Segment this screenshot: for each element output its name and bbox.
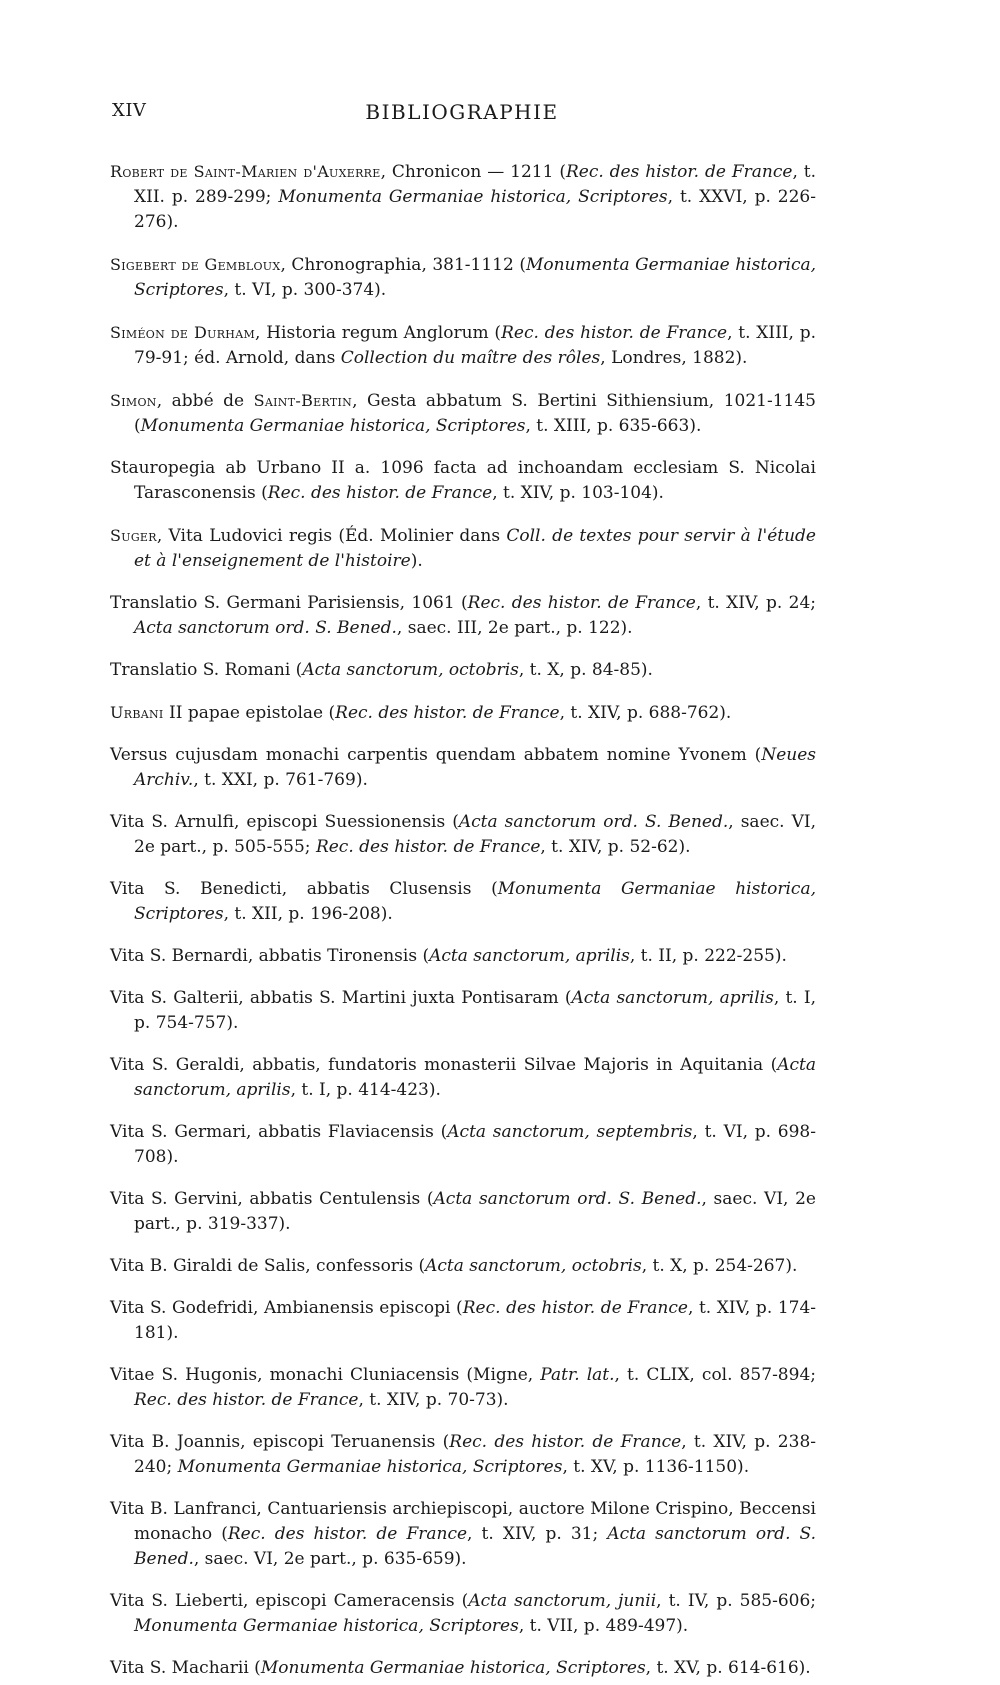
entry-citation-title: Coll. de textes pour servir à l'étude et à l'enseignement de l'histoire xyxy=(134,526,816,571)
entry-citation-title: Monumenta Germaniae historica, Scriptores xyxy=(134,255,817,300)
entry-citation-title: Acta sanctorum ord. S. Bened. xyxy=(458,812,729,832)
bibliography-entry xyxy=(110,1363,816,1413)
entry-text: , Chronographia, 381-1112 ( xyxy=(280,255,526,275)
bibliography-entry xyxy=(110,986,816,1036)
entry-text: Vita B. Joannis, episcopi Teruanensis ( xyxy=(110,1432,450,1452)
bibliography-entry xyxy=(110,1120,816,1170)
bibliography-entry xyxy=(110,523,816,574)
entry-citation-title: Acta sanctorum ord. S. Bened. xyxy=(433,1189,702,1209)
entry-citation-title: Neues Archiv. xyxy=(134,745,816,790)
entry-text: Vita S. Benedicti, abbatis Clusensis ( xyxy=(110,879,498,899)
running-title: BIBLIOGRAPHIE xyxy=(365,100,559,124)
entry-citation-title: Acta sanctorum, septembris xyxy=(447,1122,693,1142)
entry-text: Vita S. Godefridi, Ambianensis episcopi ( xyxy=(110,1298,463,1318)
entry-text: ). xyxy=(410,551,423,571)
entry-text: , Gesta abbatum S. Bertini Sithiensium, 1021-1145 ( xyxy=(134,391,816,436)
entry-text: , saec. III, 2e part., p. 122). xyxy=(396,618,633,638)
entry-citation-title: Acta sanctorum, octobris xyxy=(425,1256,642,1276)
entry-text: , saec. VI, 2e part., p. 505-555; xyxy=(134,812,816,857)
entry-author: Simon xyxy=(110,391,157,410)
entry-citation-title: Acta sanctorum, aprilis xyxy=(134,1055,816,1100)
entry-citation-title: Rec. des histor. de France xyxy=(227,1524,468,1544)
bibliography-entry xyxy=(110,388,816,439)
entry-text: , t. XIV, p. 688-762). xyxy=(559,703,732,723)
entry-citation-title: Rec. des histor. de France xyxy=(501,323,728,343)
bibliography-entry xyxy=(110,591,816,641)
entry-text: , t. XIV, p. 238-240; xyxy=(134,1432,817,1477)
entry-text: Vita S. Arnulfi, episcopi Suessionensis ( xyxy=(110,812,459,832)
entry-text: Translatio S. Romani ( xyxy=(110,660,303,680)
entry-citation-title: Patr. lat. xyxy=(540,1365,615,1385)
entry-citation-title: Rec. des histor. de France xyxy=(134,1390,359,1410)
entry-text: , t. I, p. 754-757). xyxy=(134,988,816,1033)
entry-citation-title: Rec. des histor. de France xyxy=(467,593,696,613)
entry-text: , t. XXI, p. 761-769). xyxy=(193,770,368,790)
entry-text: , t. I, p. 414-423). xyxy=(290,1080,441,1100)
bibliography-entry xyxy=(110,1187,816,1237)
entry-text: , t. XII, p. 196-208). xyxy=(223,904,393,924)
entry-text: Vita S. Gervini, abbatis Centulensis ( xyxy=(110,1189,434,1209)
entry-text: , t. XV, p. 1136-1150). xyxy=(562,1457,750,1477)
bibliography-entry xyxy=(110,1254,816,1279)
entry-citation-title: Acta sanctorum, octobris xyxy=(302,660,519,680)
entry-citation-title: Monumenta Germaniae historica, Scriptores xyxy=(134,879,816,924)
entry-text: , t. X, p. 254-267). xyxy=(641,1256,798,1276)
entry-citation-title: Monumenta Germaniae historica, Scriptores xyxy=(260,1658,646,1678)
entry-citation-title: Acta sanctorum, aprilis xyxy=(429,946,630,966)
bibliography-entry xyxy=(110,743,816,793)
entry-author: Robert de Saint-Marien d'Auxerre xyxy=(110,162,381,181)
entry-text: Vita B. Giraldi de Salis, confessoris ( xyxy=(110,1256,426,1276)
entry-text: Vita S. Galterii, abbatis S. Martini juxta Pontisaram ( xyxy=(110,988,572,1008)
entry-text: , abbé de xyxy=(156,391,254,411)
bibliography-entry xyxy=(110,456,816,506)
entry-citation-title: Monumenta Germaniae historica, Scriptores xyxy=(177,1457,563,1477)
entry-text: , t. XIII, p. 79-91; éd. Arnold, dans xyxy=(134,323,817,368)
bibliography-entry xyxy=(110,1497,816,1572)
entry-text: , t. VI, p. 300-374). xyxy=(223,280,387,300)
page-header xyxy=(112,100,812,130)
entry-text: , t. X, p. 84-85). xyxy=(518,660,653,680)
bibliography-entry xyxy=(110,1430,816,1480)
entry-text: Translatio S. Germani Parisiensis, 1061 ( xyxy=(110,593,468,613)
entry-text: , t. XII. p. 289-299; xyxy=(134,162,816,207)
entry-text: , t. XIV, p. 103-104). xyxy=(492,483,664,503)
entry-text: , t. IV, p. 585-606; xyxy=(656,1591,816,1611)
page-number: XIV xyxy=(112,100,147,121)
entry-text: , t. XXVI, p. 226-276). xyxy=(134,187,816,232)
entry-author: Saint-Bertin xyxy=(253,391,353,410)
entry-citation-title: Acta sanctorum ord. S. Bened. xyxy=(134,618,397,638)
entry-text: Vita S. Macharii ( xyxy=(110,1658,261,1678)
bibliography-entry xyxy=(110,810,816,860)
bibliography-entry xyxy=(110,700,816,726)
entry-text: , Chronicon — 1211 ( xyxy=(380,162,566,182)
entry-text: Versus cujusdam monachi carpentis quendam abbatem nomine Yvonem ( xyxy=(110,745,762,765)
entry-text: , t. VI, p. 698-708). xyxy=(134,1122,816,1167)
bibliography-list xyxy=(110,142,816,1685)
entry-text: , t. II, p. 222-255). xyxy=(629,946,787,966)
entry-text: , t. VII, p. 489-497). xyxy=(518,1616,689,1636)
entry-text: Stauropegia ab Urbano II a. 1096 facta ad inchoandam ecclesiam S. Nicolai Tarasconensis ( xyxy=(110,458,816,503)
entry-text: Vita S. Lieberti, episcopi Cameracensis ( xyxy=(110,1591,469,1611)
entry-citation-title: Rec. des histor. de France xyxy=(335,703,560,723)
entry-citation-title: Rec. des histor. de France xyxy=(462,1298,688,1318)
entry-citation-title: Acta sanctorum ord. S. Bened. xyxy=(134,1524,816,1569)
entry-author: Siméon de Durham xyxy=(110,323,256,342)
entry-author: Suger xyxy=(110,526,157,545)
entry-text: , t. XIV, p. 70-73). xyxy=(358,1390,509,1410)
entry-citation-title: Rec. des histor. de France xyxy=(565,162,793,182)
bibliography-entry xyxy=(110,1656,816,1681)
entry-text: Vita S. Geraldi, abbatis, fundatoris monasterii Silvae Majoris in Aquitania ( xyxy=(110,1055,778,1075)
entry-text: , t. XIV, p. 31; xyxy=(467,1524,608,1544)
entry-citation-title: Rec. des histor. de France xyxy=(267,483,493,503)
entry-citation-title: Rec. des histor. de France xyxy=(449,1432,682,1452)
entry-citation-title: Collection du maître des rôles xyxy=(340,348,601,368)
entry-text: , t. XIV, p. 24; xyxy=(695,593,817,613)
bibliography-entry xyxy=(110,1589,816,1639)
bibliography-entry xyxy=(110,1053,816,1103)
entry-text: , saec. VI, 2e part., p. 319-337). xyxy=(134,1189,816,1234)
entry-author: Sigebert de Gembloux xyxy=(110,255,281,274)
entry-text: , t. XIV, p. 52-62). xyxy=(540,837,691,857)
entry-text: II papae epistolae ( xyxy=(163,703,336,723)
entry-citation-title: Monumenta Germaniae historica, Scriptores xyxy=(140,416,526,436)
entry-text: Vita B. Lanfranci, Cantuariensis archiepiscopi, auctore Milone Crispino, Beccensi monacho ( xyxy=(110,1499,816,1544)
entry-text: , Historia regum Anglorum ( xyxy=(255,323,502,343)
entry-author: Urbani xyxy=(110,703,164,722)
bibliography-entry xyxy=(110,252,816,303)
entry-citation-title: Monumenta Germaniae historica, Scriptores xyxy=(278,187,668,207)
entry-text: , t. XV, p. 614-616). xyxy=(645,1658,811,1678)
entry-text: Vitae S. Hugonis, monachi Cluniacensis (Migne, xyxy=(110,1365,541,1385)
bibliography-entry xyxy=(110,320,816,371)
bibliography-entry xyxy=(110,1296,816,1346)
entry-text: , t. XIV, p. 174-181). xyxy=(134,1298,817,1343)
entry-text: , t. XIII, p. 635-663). xyxy=(525,416,702,436)
entry-text: Vita S. Bernardi, abbatis Tironensis ( xyxy=(110,946,430,966)
bibliography-entry xyxy=(110,944,816,969)
bibliography-entry xyxy=(110,159,816,235)
entry-citation-title: Monumenta Germaniae historica, Scriptores xyxy=(134,1616,519,1636)
entry-text: Vita S. Germari, abbatis Flaviacensis ( xyxy=(110,1122,448,1142)
entry-text: , saec. VI, 2e part., p. 635-659). xyxy=(193,1549,467,1569)
entry-text: , Londres, 1882). xyxy=(600,348,748,368)
bibliography-entry xyxy=(110,877,816,927)
entry-citation-title: Acta sanctorum, aprilis xyxy=(571,988,774,1008)
entry-text: , Vita Ludovici regis (Éd. Molinier dans xyxy=(156,526,507,546)
entry-text: , t. CLIX, col. 857-894; xyxy=(614,1365,816,1385)
entry-citation-title: Acta sanctorum, junii xyxy=(468,1591,657,1611)
bibliography-entry xyxy=(110,658,816,683)
entry-citation-title: Rec. des histor. de France xyxy=(315,837,541,857)
